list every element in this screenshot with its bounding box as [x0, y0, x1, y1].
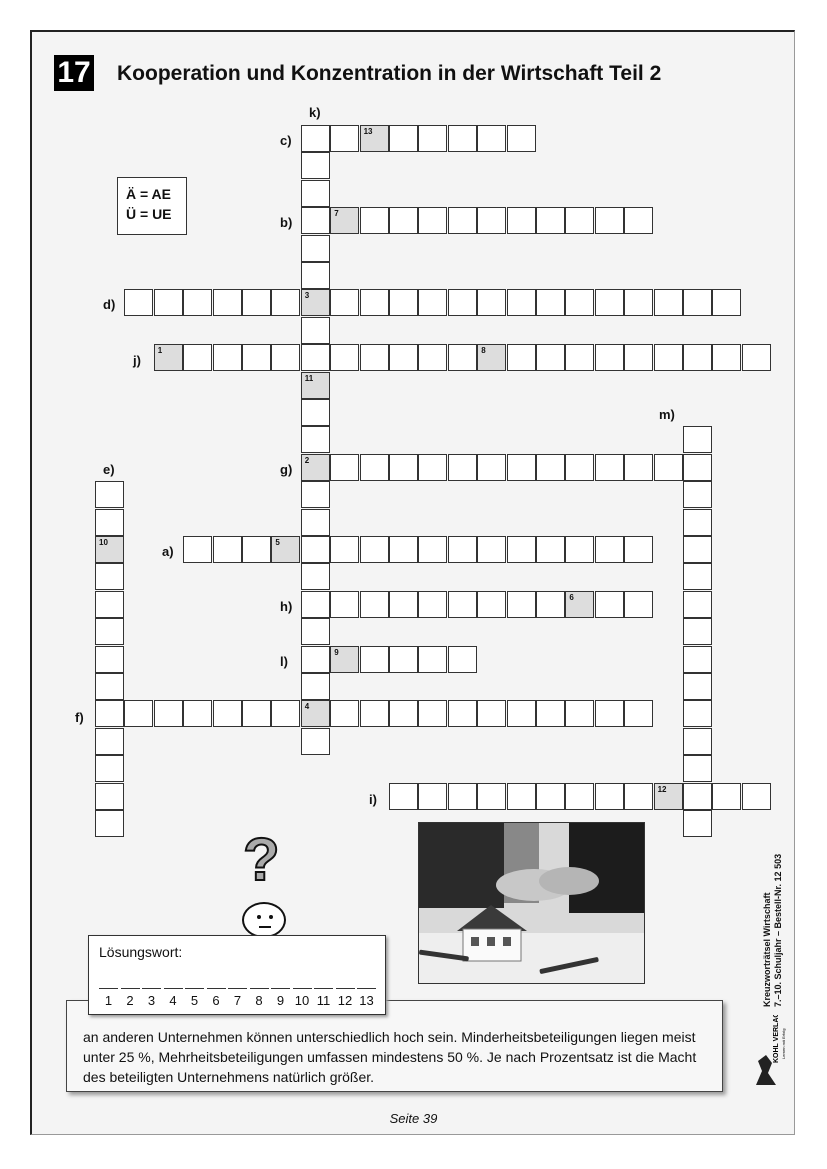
crossword-cell[interactable] [683, 481, 712, 508]
crossword-cell[interactable] [213, 536, 242, 563]
page-number: Seite 39 [389, 1111, 438, 1126]
crossword-cell[interactable] [477, 454, 506, 481]
smiley-mouth [259, 926, 271, 928]
solution-slot[interactable]: 2 [121, 988, 140, 1008]
crossword-cell[interactable] [477, 207, 506, 234]
crossword-cell[interactable] [418, 646, 447, 673]
crossword-cell[interactable] [330, 344, 359, 371]
crossword-cell[interactable] [477, 536, 506, 563]
question-mark-icon: ? [243, 826, 280, 893]
solution-slot[interactable]: 1 [99, 988, 118, 1008]
crossword-cell[interactable] [448, 344, 477, 371]
solution-slot[interactable]: 13 [357, 988, 376, 1008]
page-title: Kooperation und Konzentration in der Wirtschaft Teil 2 [117, 62, 662, 85]
cell-number: 5 [275, 538, 280, 547]
crossword-cell[interactable] [595, 700, 624, 727]
sidebar-line-1: Kreuzworträtsel Wirtschaft [762, 892, 772, 1007]
crossword-cell[interactable] [448, 646, 477, 673]
crossword-cell[interactable] [683, 344, 712, 371]
crossword-cell[interactable] [565, 700, 594, 727]
crossword-cell[interactable] [595, 207, 624, 234]
crossword-cell-numbered[interactable] [301, 454, 330, 481]
crossword-cell[interactable] [565, 207, 594, 234]
crossword-cell-numbered[interactable] [565, 591, 594, 618]
crossword-cell[interactable] [154, 289, 183, 316]
crossword-cell-numbered[interactable] [301, 372, 330, 399]
solution-slot[interactable]: 12 [336, 988, 355, 1008]
crossword-cell[interactable] [624, 783, 653, 810]
clue-label-g: g) [280, 462, 293, 477]
crossword-cell[interactable] [507, 207, 536, 234]
crossword-cell-numbered[interactable] [95, 536, 124, 563]
clue-label-m: m) [659, 407, 675, 422]
crossword-cell[interactable] [683, 810, 712, 837]
crossword-cell[interactable] [477, 783, 506, 810]
smiley-icon [242, 902, 286, 938]
handshake-photo [418, 822, 645, 984]
umlaut-legend [117, 177, 187, 235]
crossword-cell-numbered[interactable] [330, 646, 359, 673]
clue-label-a: a) [162, 544, 174, 559]
crossword-cell-numbered[interactable] [360, 125, 389, 152]
crossword-cell[interactable] [624, 289, 653, 316]
cell-number: 4 [304, 702, 310, 712]
solution-slot[interactable]: 8 [250, 988, 269, 1008]
crossword-cell[interactable] [95, 783, 124, 810]
solution-slot[interactable]: 9 [271, 988, 290, 1008]
crossword-cell[interactable] [389, 591, 418, 618]
crossword-cell[interactable] [654, 289, 683, 316]
publisher-tagline: Lernen mit Erfolg [781, 1028, 786, 1059]
crossword-cell[interactable] [360, 591, 389, 618]
crossword-cell[interactable] [183, 700, 212, 727]
crossword-cell[interactable] [301, 262, 330, 289]
crossword-cell[interactable] [360, 700, 389, 727]
crossword-cell[interactable] [448, 536, 477, 563]
crossword-cell[interactable] [742, 344, 771, 371]
solution-label: Lösungswort: [99, 944, 183, 960]
crossword-cell[interactable] [418, 591, 447, 618]
crossword-cell[interactable] [301, 344, 330, 371]
crossword-cell[interactable] [565, 289, 594, 316]
solution-slot[interactable]: 6 [207, 988, 226, 1008]
crossword-cell[interactable] [595, 344, 624, 371]
crossword-cell[interactable] [683, 454, 712, 481]
crossword-cell[interactable] [301, 399, 330, 426]
crossword-cell[interactable] [683, 755, 712, 782]
crossword-cell[interactable] [418, 344, 447, 371]
crossword-cell[interactable] [389, 207, 418, 234]
solution-slot[interactable]: 5 [185, 988, 204, 1008]
crossword-cell[interactable] [595, 454, 624, 481]
crossword-cell[interactable] [683, 591, 712, 618]
crossword-cell[interactable] [477, 700, 506, 727]
crossword-cell[interactable] [95, 481, 124, 508]
crossword-cell-numbered[interactable] [477, 344, 506, 371]
crossword-cell[interactable] [301, 180, 330, 207]
crossword-cell[interactable] [213, 344, 242, 371]
crossword-cell[interactable] [330, 700, 359, 727]
crossword-cell[interactable] [683, 536, 712, 563]
solution-slot[interactable]: 11 [314, 988, 333, 1008]
crossword-cell[interactable] [536, 454, 565, 481]
crossword-cell[interactable] [389, 344, 418, 371]
crossword-cell[interactable] [448, 289, 477, 316]
cell-number: 7 [334, 209, 339, 219]
crossword-cell[interactable] [301, 125, 330, 152]
crossword-cell[interactable] [183, 344, 212, 371]
crossword-cell[interactable] [477, 289, 506, 316]
crossword-cell[interactable] [154, 700, 183, 727]
legend-line-ae: Ä = AE [126, 186, 171, 202]
clue-label-k: k) [309, 105, 321, 120]
solution-slot[interactable]: 4 [164, 988, 183, 1008]
crossword-cell-numbered[interactable] [301, 289, 330, 316]
crossword-cell[interactable] [448, 125, 477, 152]
solution-slot[interactable]: 3 [142, 988, 161, 1008]
solution-slot[interactable]: 10 [293, 988, 312, 1008]
crossword-cell[interactable] [507, 289, 536, 316]
smiley-left-eye [257, 915, 261, 919]
clue-label-h: h) [280, 599, 293, 614]
crossword-cell[interactable] [565, 454, 594, 481]
crossword-cell[interactable] [477, 125, 506, 152]
cell-number: 3 [304, 291, 310, 301]
crossword-cell[interactable] [595, 591, 624, 618]
crossword-cell[interactable] [330, 125, 359, 152]
crossword-cell[interactable] [683, 728, 712, 755]
crossword-cell[interactable] [624, 536, 653, 563]
crossword-cell[interactable] [507, 700, 536, 727]
crossword-cell-numbered[interactable] [330, 207, 359, 234]
crossword-cell[interactable] [301, 728, 330, 755]
crossword-cell[interactable] [389, 700, 418, 727]
cell-number: 2 [304, 455, 310, 465]
solution-word-box [88, 935, 386, 1015]
kohl-verlag-logo-icon [748, 1015, 788, 1091]
crossword-cell[interactable] [95, 700, 124, 727]
crossword-cell[interactable] [95, 563, 124, 590]
crossword-cell[interactable] [389, 289, 418, 316]
crossword-cell[interactable] [213, 700, 242, 727]
cell-number: 8 [481, 346, 486, 356]
crossword-cell[interactable] [654, 454, 683, 481]
crossword-cell[interactable] [712, 344, 741, 371]
crossword-cell[interactable] [683, 509, 712, 536]
clue-label-i: i) [369, 792, 377, 807]
crossword-cell[interactable] [536, 344, 565, 371]
crossword-cell[interactable] [95, 810, 124, 837]
clue-label-l: l) [280, 654, 288, 669]
cell-number: 11 [304, 373, 314, 383]
sidebar-text [762, 827, 784, 1007]
cell-number: 13 [363, 127, 373, 136]
crossword-cell[interactable] [389, 783, 418, 810]
crossword-cell[interactable] [242, 289, 271, 316]
worksheet-number: 17 [54, 55, 94, 91]
crossword-cell[interactable] [595, 289, 624, 316]
crossword-cell[interactable] [683, 673, 712, 700]
crossword-cell[interactable] [183, 289, 212, 316]
cell-number: 6 [569, 592, 574, 602]
crossword-cell[interactable] [536, 591, 565, 618]
clue-label-j: j) [133, 353, 141, 368]
crossword-cell[interactable] [683, 700, 712, 727]
crossword-cell[interactable] [389, 646, 418, 673]
crossword-cell[interactable] [418, 289, 447, 316]
crossword-cell[interactable] [301, 317, 330, 344]
crossword-cell[interactable] [301, 235, 330, 262]
crossword-cell[interactable] [301, 536, 330, 563]
clue-label-d: d) [103, 297, 116, 312]
crossword-cell[interactable] [742, 783, 771, 810]
crossword-cell[interactable] [654, 344, 683, 371]
crossword-cell[interactable] [271, 344, 300, 371]
crossword-cell[interactable] [507, 125, 536, 152]
crossword-cell[interactable] [360, 344, 389, 371]
crossword-cell[interactable] [360, 646, 389, 673]
crossword-cell[interactable] [595, 783, 624, 810]
crossword-cell[interactable] [301, 152, 330, 179]
crossword-cell[interactable] [330, 289, 359, 316]
crossword-cell[interactable] [95, 618, 124, 645]
crossword-cell-numbered[interactable] [654, 783, 683, 810]
crossword-cell[interactable] [124, 289, 153, 316]
crossword-cell[interactable] [418, 207, 447, 234]
crossword-cell[interactable] [271, 289, 300, 316]
crossword-cell[interactable] [183, 536, 212, 563]
crossword-cell[interactable] [242, 700, 271, 727]
crossword-cell[interactable] [418, 783, 447, 810]
handshake-illustration [419, 823, 644, 983]
crossword-cell[interactable] [536, 289, 565, 316]
crossword-cell[interactable] [360, 454, 389, 481]
clue-label-c: c) [280, 133, 292, 148]
crossword-cell[interactable] [389, 125, 418, 152]
crossword-cell[interactable] [301, 481, 330, 508]
clue-label-f: f) [75, 710, 84, 725]
crossword-cell[interactable] [95, 755, 124, 782]
crossword-cell[interactable] [360, 536, 389, 563]
crossword-cell[interactable] [712, 783, 741, 810]
crossword-cell[interactable] [448, 591, 477, 618]
crossword-cell[interactable] [418, 536, 447, 563]
crossword-cell[interactable] [536, 207, 565, 234]
clue-label-e: e) [103, 462, 115, 477]
crossword-cell[interactable] [418, 125, 447, 152]
crossword-cell[interactable] [448, 454, 477, 481]
crossword-cell[interactable] [330, 454, 359, 481]
crossword-cell[interactable] [683, 783, 712, 810]
crossword-cell[interactable] [507, 591, 536, 618]
crossword-cell[interactable] [683, 289, 712, 316]
legend-line-ue: Ü = UE [126, 206, 172, 222]
crossword-cell[interactable] [683, 563, 712, 590]
smiley-right-eye [269, 915, 273, 919]
crossword-cell[interactable] [301, 426, 330, 453]
clue-label-b: b) [280, 215, 293, 230]
crossword-cell[interactable] [242, 344, 271, 371]
solution-slot[interactable]: 7 [228, 988, 247, 1008]
crossword-cell[interactable] [95, 509, 124, 536]
crossword-cell[interactable] [683, 618, 712, 645]
crossword-cell[interactable] [360, 207, 389, 234]
crossword-cell[interactable] [301, 591, 330, 618]
crossword-cell[interactable] [507, 344, 536, 371]
crossword-cell-numbered[interactable] [271, 536, 300, 563]
crossword-cell[interactable] [418, 454, 447, 481]
crossword-cell[interactable] [507, 783, 536, 810]
crossword-cell[interactable] [330, 591, 359, 618]
publisher-name: KOHL VERLAG [773, 1015, 780, 1063]
crossword-cell[interactable] [565, 783, 594, 810]
crossword-cell-numbered[interactable] [301, 700, 330, 727]
sidebar-line-2: 7.–10. Schuljahr – Bestell-Nr. 12 503 [773, 853, 783, 1007]
crossword-cell[interactable] [595, 536, 624, 563]
crossword-cell[interactable] [477, 591, 506, 618]
crossword-cell[interactable] [624, 207, 653, 234]
crossword-cell[interactable] [330, 536, 359, 563]
crossword-cell[interactable] [565, 344, 594, 371]
crossword-cell[interactable] [448, 207, 477, 234]
crossword-cell[interactable] [683, 426, 712, 453]
crossword-cell[interactable] [301, 563, 330, 590]
crossword-cell[interactable] [242, 536, 271, 563]
crossword-cell[interactable] [624, 591, 653, 618]
crossword-cell[interactable] [712, 289, 741, 316]
crossword-cell[interactable] [95, 673, 124, 700]
info-text: an anderen Unternehmen können unterschiedlich hoch sein. Minderheitsbeteiligungen liegen meist unter 25 %, Mehrheitsbeteiligungen umfassen mindestens 50 %. Je nach Prozentsatz ist die Macht des beteiligten Unternehmens natürlich größer. [83, 1029, 697, 1085]
crossword-cell[interactable] [624, 700, 653, 727]
crossword-cell[interactable] [301, 673, 330, 700]
crossword-cell[interactable] [683, 646, 712, 673]
cell-number: 10 [99, 538, 108, 547]
crossword-cell[interactable] [536, 783, 565, 810]
crossword-cell[interactable] [95, 591, 124, 618]
crossword-cell[interactable] [271, 700, 300, 727]
crossword-cell[interactable] [301, 207, 330, 234]
crossword-cell[interactable] [565, 536, 594, 563]
crossword-cell[interactable] [301, 646, 330, 673]
crossword-cell[interactable] [360, 289, 389, 316]
crossword-cell[interactable] [624, 344, 653, 371]
crossword-cell[interactable] [301, 618, 330, 645]
cell-number: 12 [657, 784, 667, 794]
crossword-cell[interactable] [124, 700, 153, 727]
cell-number: 9 [334, 647, 339, 657]
publisher-logo [748, 1015, 788, 1091]
crossword-cell[interactable] [213, 289, 242, 316]
crossword-cell[interactable] [448, 700, 477, 727]
crossword-cell[interactable] [95, 728, 124, 755]
crossword-cell[interactable] [389, 536, 418, 563]
crossword-cell[interactable] [536, 700, 565, 727]
crossword-cell[interactable] [418, 700, 447, 727]
crossword-cell[interactable] [536, 536, 565, 563]
cell-number: 1 [157, 346, 163, 356]
crossword-cell-numbered[interactable] [154, 344, 183, 371]
crossword-cell[interactable] [389, 454, 418, 481]
crossword-cell[interactable] [624, 454, 653, 481]
crossword-cell[interactable] [507, 536, 536, 563]
crossword-cell[interactable] [507, 454, 536, 481]
crossword-cell[interactable] [95, 646, 124, 673]
crossword-cell[interactable] [301, 509, 330, 536]
crossword-cell[interactable] [448, 783, 477, 810]
